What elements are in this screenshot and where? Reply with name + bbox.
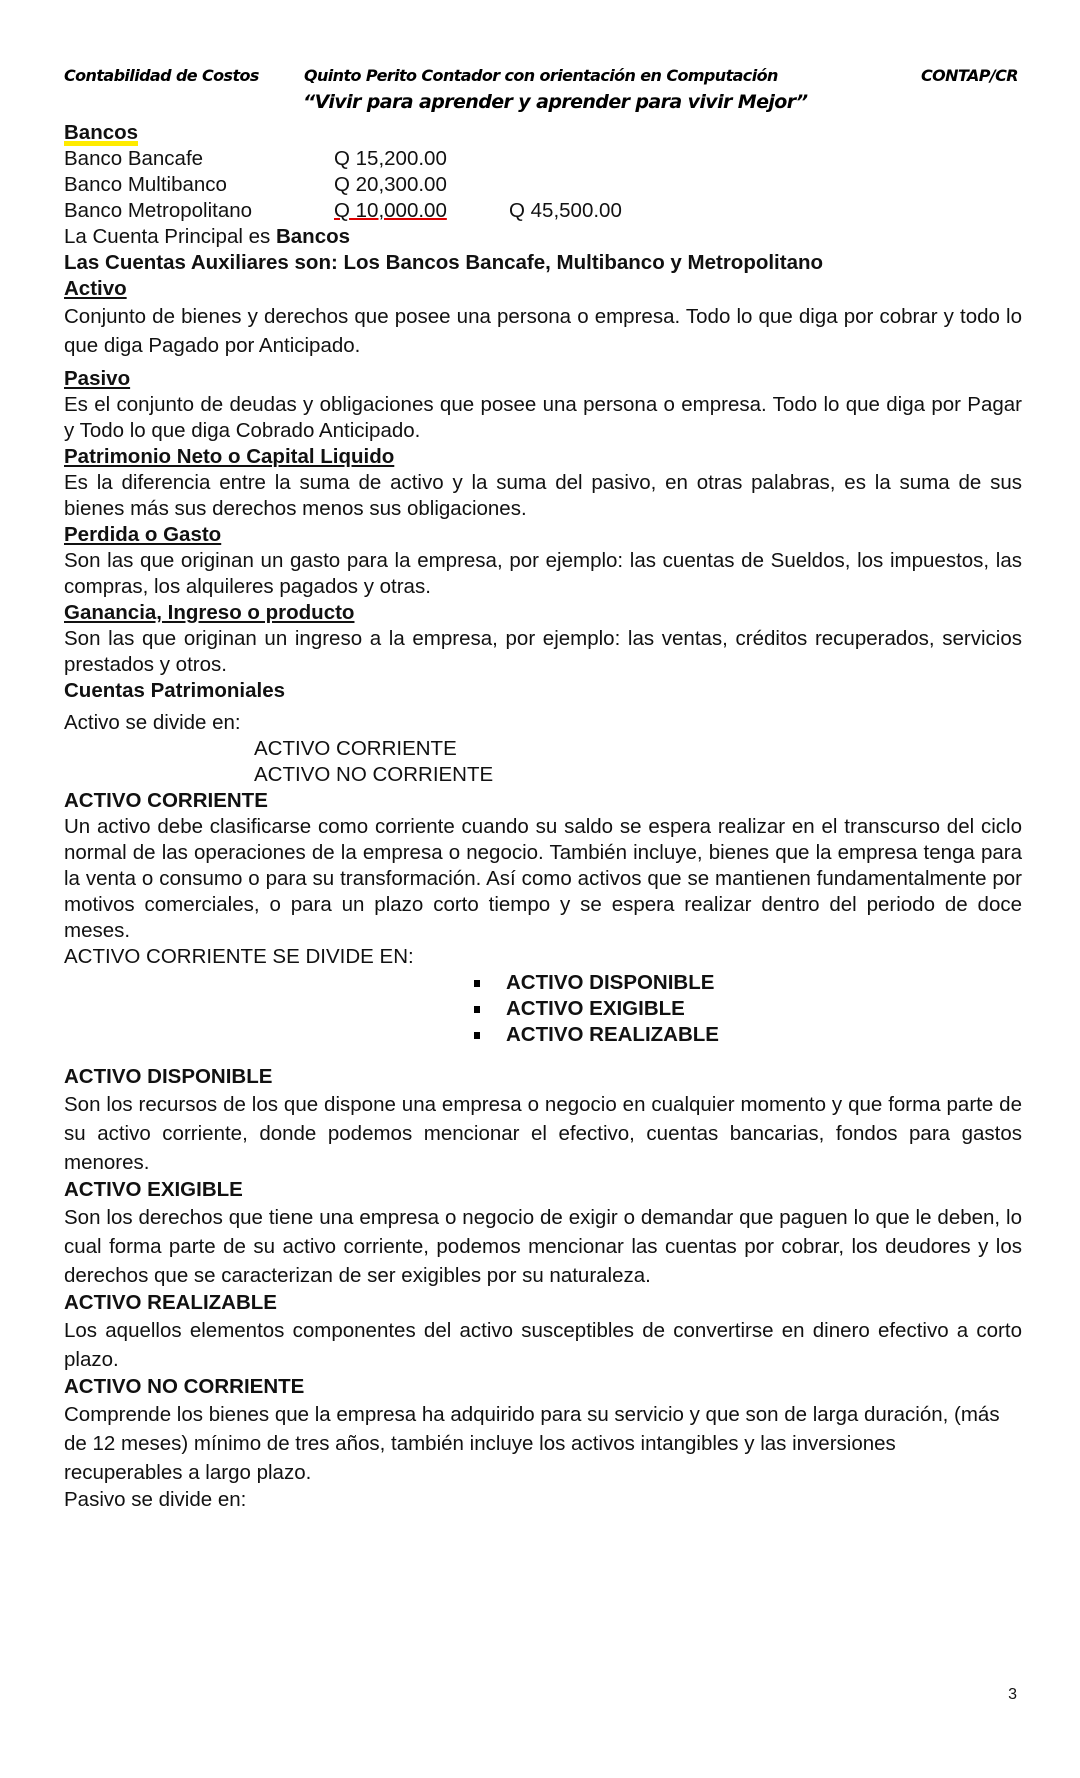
perdida-text: Son las que originan un gasto para la empresa, por ejemplo: las cuentas de Sueldos, los impuestos, las compras, los alquileres pagados y otras. (64, 549, 1022, 598)
activo-disponible-text: Son los recursos de los que dispone una empresa o negocio en cualquier momento y que forma parte de su activo corriente, donde podemos mencionar el efectivo, cuentas bancarias, fondos para gastos menores. (64, 1093, 1022, 1174)
perdida-title: Perdida o Gasto (64, 523, 222, 546)
list-item: ACTIVO DISPONIBLE (472, 970, 1022, 996)
bank-name: Banco Bancafe (64, 147, 204, 170)
activo-text: Conjunto de bienes y derechos que posee una persona o empresa. Todo lo que diga por cobrar y todo lo que diga Pagado por Anticipado. (64, 305, 1022, 357)
activo-disponible-title: ACTIVO DISPONIBLE (64, 1065, 273, 1088)
patrimoniales-title: Cuentas Patrimoniales (64, 679, 286, 702)
principal-label: La Cuenta Principal es (64, 225, 276, 248)
bank-name: Banco Multibanco (64, 173, 227, 196)
institution-code: CONTAP/CR (920, 66, 1018, 85)
program-title: Quinto Perito Contador con orientación en Computación (304, 66, 778, 85)
bullet-square-icon (474, 1032, 480, 1039)
activo-no-corriente-text: Comprende los bienes que la empresa ha adquirido para su servicio y que son de larga duración, (más de 12 meses) mínimo de tres años, también incluye los activos intangibles y las inversiones recuperables a largo plazo. (64, 1403, 1000, 1484)
activo-divide-label: Activo se divide en: (64, 711, 241, 734)
course-title: Contabilidad de Costos (64, 66, 259, 85)
list-item: ACTIVO EXIGIBLE (472, 996, 1022, 1022)
activo-no-corriente-title: ACTIVO NO CORRIENTE (64, 1375, 305, 1398)
bank-row (64, 198, 1022, 224)
activo-corriente-text: Un activo debe clasificarse como corriente cuando su saldo se espera realizar en el transcurso del ciclo normal de las operaciones de la empresa o negocio. También incluye, bienes que la empresa tenga para la venta o consumo o para su transformación. Así como activos que se mantienen fundamentalmente por motivos comerciales, o para un plazo corto tiempo y se espera realizar dentro del periodo de doce meses. (64, 815, 1022, 942)
bank-row (64, 146, 1022, 172)
pasivo-title: Pasivo (64, 367, 131, 390)
activo-realizable-text: Los aquellos elementos componentes del activo susceptibles de convertirse en dinero efectivo a corto plazo. (64, 1319, 1022, 1371)
auxiliary-accounts: Las Cuentas Auxiliares son: Los Bancos Bancafe, Multibanco y Metropolitano (64, 251, 824, 274)
ganancia-title: Ganancia, Ingreso o producto (64, 601, 355, 624)
document-body (64, 120, 1022, 1513)
division-item: ACTIVO CORRIENTE (254, 737, 457, 760)
principal-account (64, 224, 1022, 250)
activo-realizable-title: ACTIVO REALIZABLE (64, 1291, 277, 1314)
bullet-square-icon (474, 1006, 480, 1013)
activo-exigible-title: ACTIVO EXIGIBLE (64, 1178, 243, 1201)
bank-name: Banco Metropolitano (64, 199, 253, 222)
division-item: ACTIVO NO CORRIENTE (254, 763, 494, 786)
bank-amount-spellcheck: Q 10,000.00 (334, 199, 447, 222)
activo-corriente-divide: ACTIVO CORRIENTE SE DIVIDE EN: (64, 945, 414, 968)
principal-value: Bancos (275, 225, 351, 248)
bank-total: Q 45,500.00 (509, 199, 622, 222)
activo-exigible-text: Son los derechos que tiene una empresa o negocio de exigir o demandar que paguen lo que le deben, lo cual forma parte de su activo corriente, podemos mencionar las cuentas por cobrar, los deudores y los derechos que se caracterizan de ser exigibles por su naturaleza. (64, 1206, 1022, 1287)
bancos-title: Bancos (64, 121, 139, 144)
page-header (64, 64, 1018, 120)
bank-amount: Q 20,300.00 (334, 173, 447, 196)
ganancia-text: Son las que originan un ingreso a la empresa, por ejemplo: las ventas, créditos recuperados, servicios prestados y otros. (64, 627, 1022, 676)
activo-title: Activo (64, 277, 127, 300)
pasivo-text: Es el conjunto de deudas y obligaciones que posee una persona o empresa. Todo lo que diga por Pagar y Todo lo que diga Cobrado Anticipado. (64, 393, 1022, 442)
page-number: 3 (1008, 1686, 1017, 1703)
motto: “Vivir para aprender y aprender para vivir Mejor” (303, 91, 808, 113)
activo-corriente-list (64, 970, 1022, 1048)
bank-amount: Q 15,200.00 (334, 147, 447, 170)
pasivo-divide-label: Pasivo se divide en: (64, 1488, 247, 1511)
bullet-square-icon (474, 980, 480, 987)
patrimonio-title: Patrimonio Neto o Capital Liquido (64, 445, 395, 468)
activo-corriente-title: ACTIVO CORRIENTE (64, 789, 268, 812)
patrimonio-text: Es la diferencia entre la suma de activo y la suma del pasivo, en otras palabras, es la suma de sus bienes más sus derechos menos sus obligaciones. (64, 471, 1022, 520)
bank-row (64, 172, 1022, 198)
list-item: ACTIVO REALIZABLE (472, 1022, 1022, 1048)
